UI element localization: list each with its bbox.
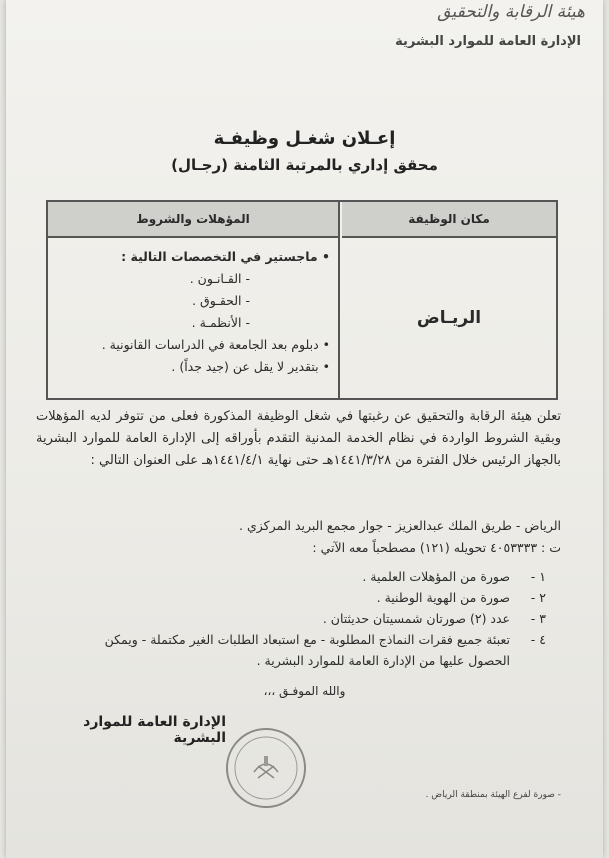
list-item: • بتقدير لا يقل عن (جيد جداً) . (171, 359, 330, 374)
document-page (6, 0, 603, 858)
table-divider (338, 202, 340, 398)
agency-logo-text: هيئة الرقابة والتحقيق (437, 2, 585, 22)
list-item: - الحقـوق . (192, 293, 250, 308)
list-item: ٣ -عدد (٢) صورتان شمسيتان حديثتان . (322, 611, 546, 626)
list-item: ٤ -تعبئة جميع فقرات النماذج المطلوبة - مع استبعاد الطلبات الغير مكتملة - ويمكن (104, 632, 546, 647)
job-location: الريـاض (416, 308, 482, 328)
job-table (46, 200, 558, 400)
list-item-continuation: الحصول عليها من الإدارة العامة للموارد البشرية . (256, 653, 510, 668)
address-line: الرياض - طريق الملك عبدالعزيز - جوار مجمع البريد المركزي . (239, 518, 561, 533)
required-documents-list (36, 566, 546, 671)
announcement-paragraph: تعلن هيئة الرقابة والتحقيق عن رغبتها في شغل الوظيفة المذكورة فعلى من تتوفر لديه المؤهلات وبقية الشروط الواردة في نظام الخدمة المدنية التقدم بأوراقه إلى الإدارة العامة للموارد البشرية بالجهاز الرئيس خلال الفترة من ١٤٤١/٣/٢٨هـ حتى نهاية ١٤٤١/٤/١هـ على العنوان التالي : (36, 409, 561, 468)
department-header: الإدارة العامة للموارد البشرية (395, 34, 581, 49)
qualifications-list (56, 246, 330, 378)
signature-block: الإدارة العامة للموارد البشرية (83, 714, 226, 746)
list-item: • ماجستير في التخصصات التالية : (121, 249, 330, 264)
list-item: ١ -صورة من المؤهلات العلمية . (362, 569, 546, 584)
job-title: محقق إداري بالمرتبة الثامنة (رجـال) (171, 156, 438, 174)
table-header-qualifications: المؤهلات والشروط (48, 202, 338, 238)
list-item: • دبلوم بعد الجامعة في الدراسات القانونية . (101, 337, 330, 352)
table-header-place: مكان الوظيفة (342, 202, 556, 238)
copy-note: - صورة لفرع الهيئة بمنطقة الرياض . (425, 790, 561, 800)
closing-phrase: والله الموفـق ،،، (263, 684, 346, 698)
list-item: ٢ -صورة من الهوية الوطنية . (376, 590, 546, 605)
list-item: - القـانـون . (189, 271, 250, 286)
list-item: - الأنظمـة . (191, 315, 250, 330)
phone-line: ت : ٤٠٥٣٣٣٣ تحويله (١٢١) مصطحباً معه الآتي : (312, 540, 561, 555)
official-stamp-icon (224, 726, 308, 810)
announcement-title: إعـلان شغـل وظيفـة (213, 128, 396, 149)
